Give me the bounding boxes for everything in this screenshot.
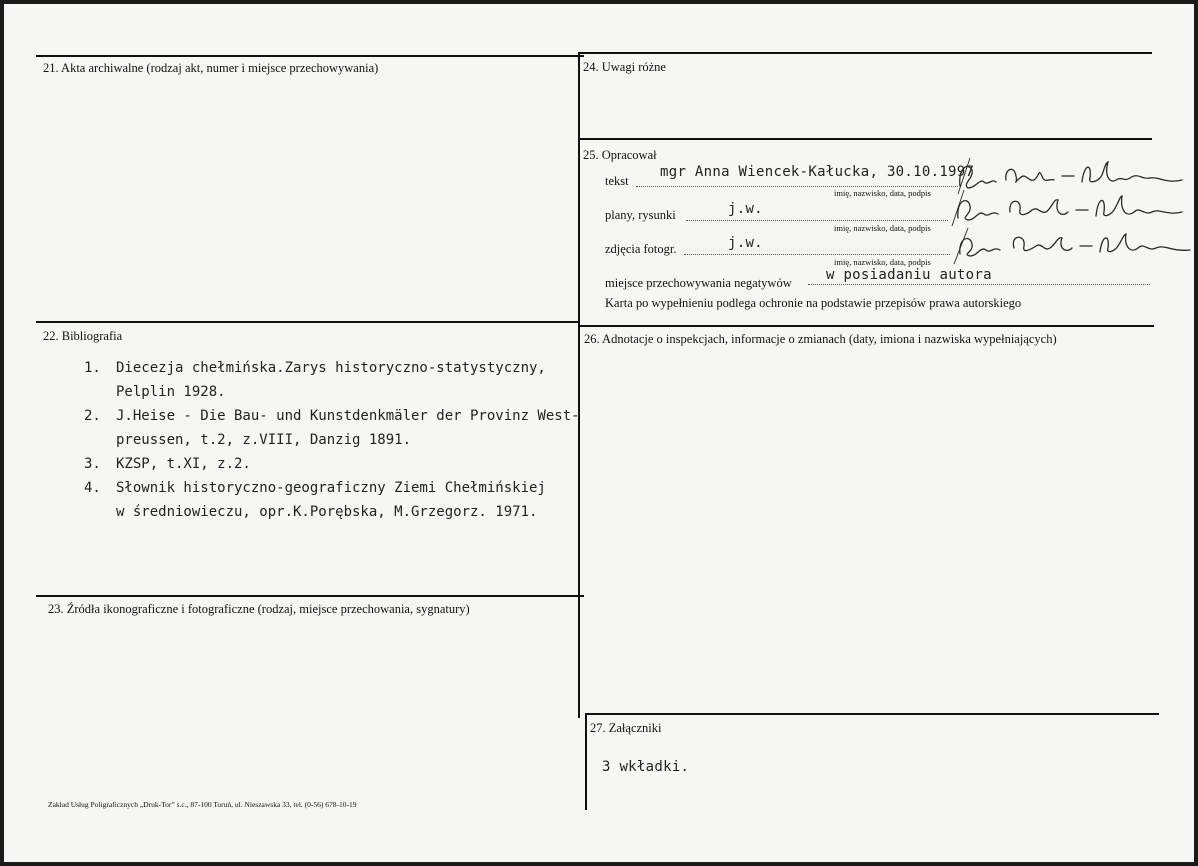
divider-vertical-lower (585, 714, 587, 810)
bibliography-item-number: 2. (84, 408, 101, 424)
bibliography-list (84, 356, 580, 524)
bibliography-item-line: w średniowieczu, opr.K.Porębska, M.Grzegorz. 1971. (116, 504, 538, 520)
bibliography-item (84, 476, 580, 524)
printer-imprint: Zakład Usług Poligraficznych „Druk-Tor” s.c., 87-100 Toruń, ul. Nieszawska 33, tel. (0-56) 678-10-19 (48, 800, 357, 809)
bibliography-item-line: Diecezja chełmińska.Zarys historyczno-statystyczny, (116, 360, 546, 376)
negatives-label: miejsce przechowywania negatywów (605, 276, 792, 290)
divider-22-23 (36, 595, 584, 597)
divider-25-26 (578, 325, 1154, 327)
section-23-label: 23. Źródła ikonograficzne i fotograficzne (rodzaj, miejsce przechowania, sygnatury) (48, 602, 470, 616)
section-24-label: 24. Uwagi różne (583, 60, 666, 74)
plans-author-line (686, 220, 948, 221)
photos-author-caption: imię, nazwisko, data, podpis (834, 257, 931, 267)
text-author-line (636, 186, 958, 187)
section-25-label: 25. Opracował (583, 148, 657, 162)
plans-author-caption: imię, nazwisko, data, podpis (834, 223, 931, 233)
divider-24-25 (578, 138, 1152, 140)
divider-26-27 (585, 713, 1159, 715)
signature-plans (950, 188, 1186, 228)
bibliography-item-number: 3. (84, 456, 101, 472)
photos-author-label: zdjęcia fotogr. (605, 242, 677, 256)
photos-author-value: j.w. (728, 235, 763, 251)
photos-author-line (684, 254, 950, 255)
signature-photos (950, 224, 1194, 266)
bibliography-item-line: Słownik historyczno-geograficzny Ziemi Chełmińskiej (116, 480, 546, 496)
bibliography-item-line: Pelplin 1928. (116, 384, 226, 400)
negatives-line (808, 284, 1150, 285)
negatives-value: w posiadaniu autora (826, 267, 992, 283)
section-22-label: 22. Bibliografia (43, 329, 123, 343)
bibliography-item-number: 4. (84, 480, 101, 496)
section-21-label: 21. Akta archiwalne (rodzaj akt, numer i miejsce przechowywania) (43, 61, 379, 75)
section-26-label: 26. Adnotacje o inspekcjach, informacje o zmianach (daty, imiona i nazwiska wypełniających) (584, 332, 1057, 346)
text-author-label: tekst (605, 174, 629, 188)
text-author-caption: imię, nazwisko, data, podpis (834, 188, 931, 198)
text-author-value: mgr Anna Wiencek-Kałucka, 30.10.1997 (660, 164, 975, 180)
attachments-value: 3 wkładki. (602, 759, 690, 775)
bibliography-item (84, 356, 580, 404)
bibliography-item-number: 1. (84, 360, 101, 376)
section-27-label: 27. Załączniki (590, 721, 662, 735)
bibliography-item-line: preussen, t.2, z.VIII, Danzig 1891. (116, 432, 412, 448)
divider-21-22 (36, 321, 579, 323)
record-card (4, 4, 1194, 862)
copyright-note: Karta po wypełnieniu podlega ochronie na podstawie przepisów prawa autorskiego (605, 296, 1022, 310)
bibliography-item-line: J.Heise - Die Bau- und Kunstdenkmäler der Provinz West- (116, 408, 580, 424)
bibliography-item-line: KZSP, t.XI, z.2. (116, 456, 251, 472)
divider-top-right (578, 52, 1152, 54)
plans-author-value: j.w. (728, 201, 763, 217)
bibliography-item (84, 404, 580, 452)
divider-top-left (36, 55, 584, 57)
bibliography-item (84, 452, 580, 476)
plans-author-label: plany, rysunki (605, 208, 676, 222)
